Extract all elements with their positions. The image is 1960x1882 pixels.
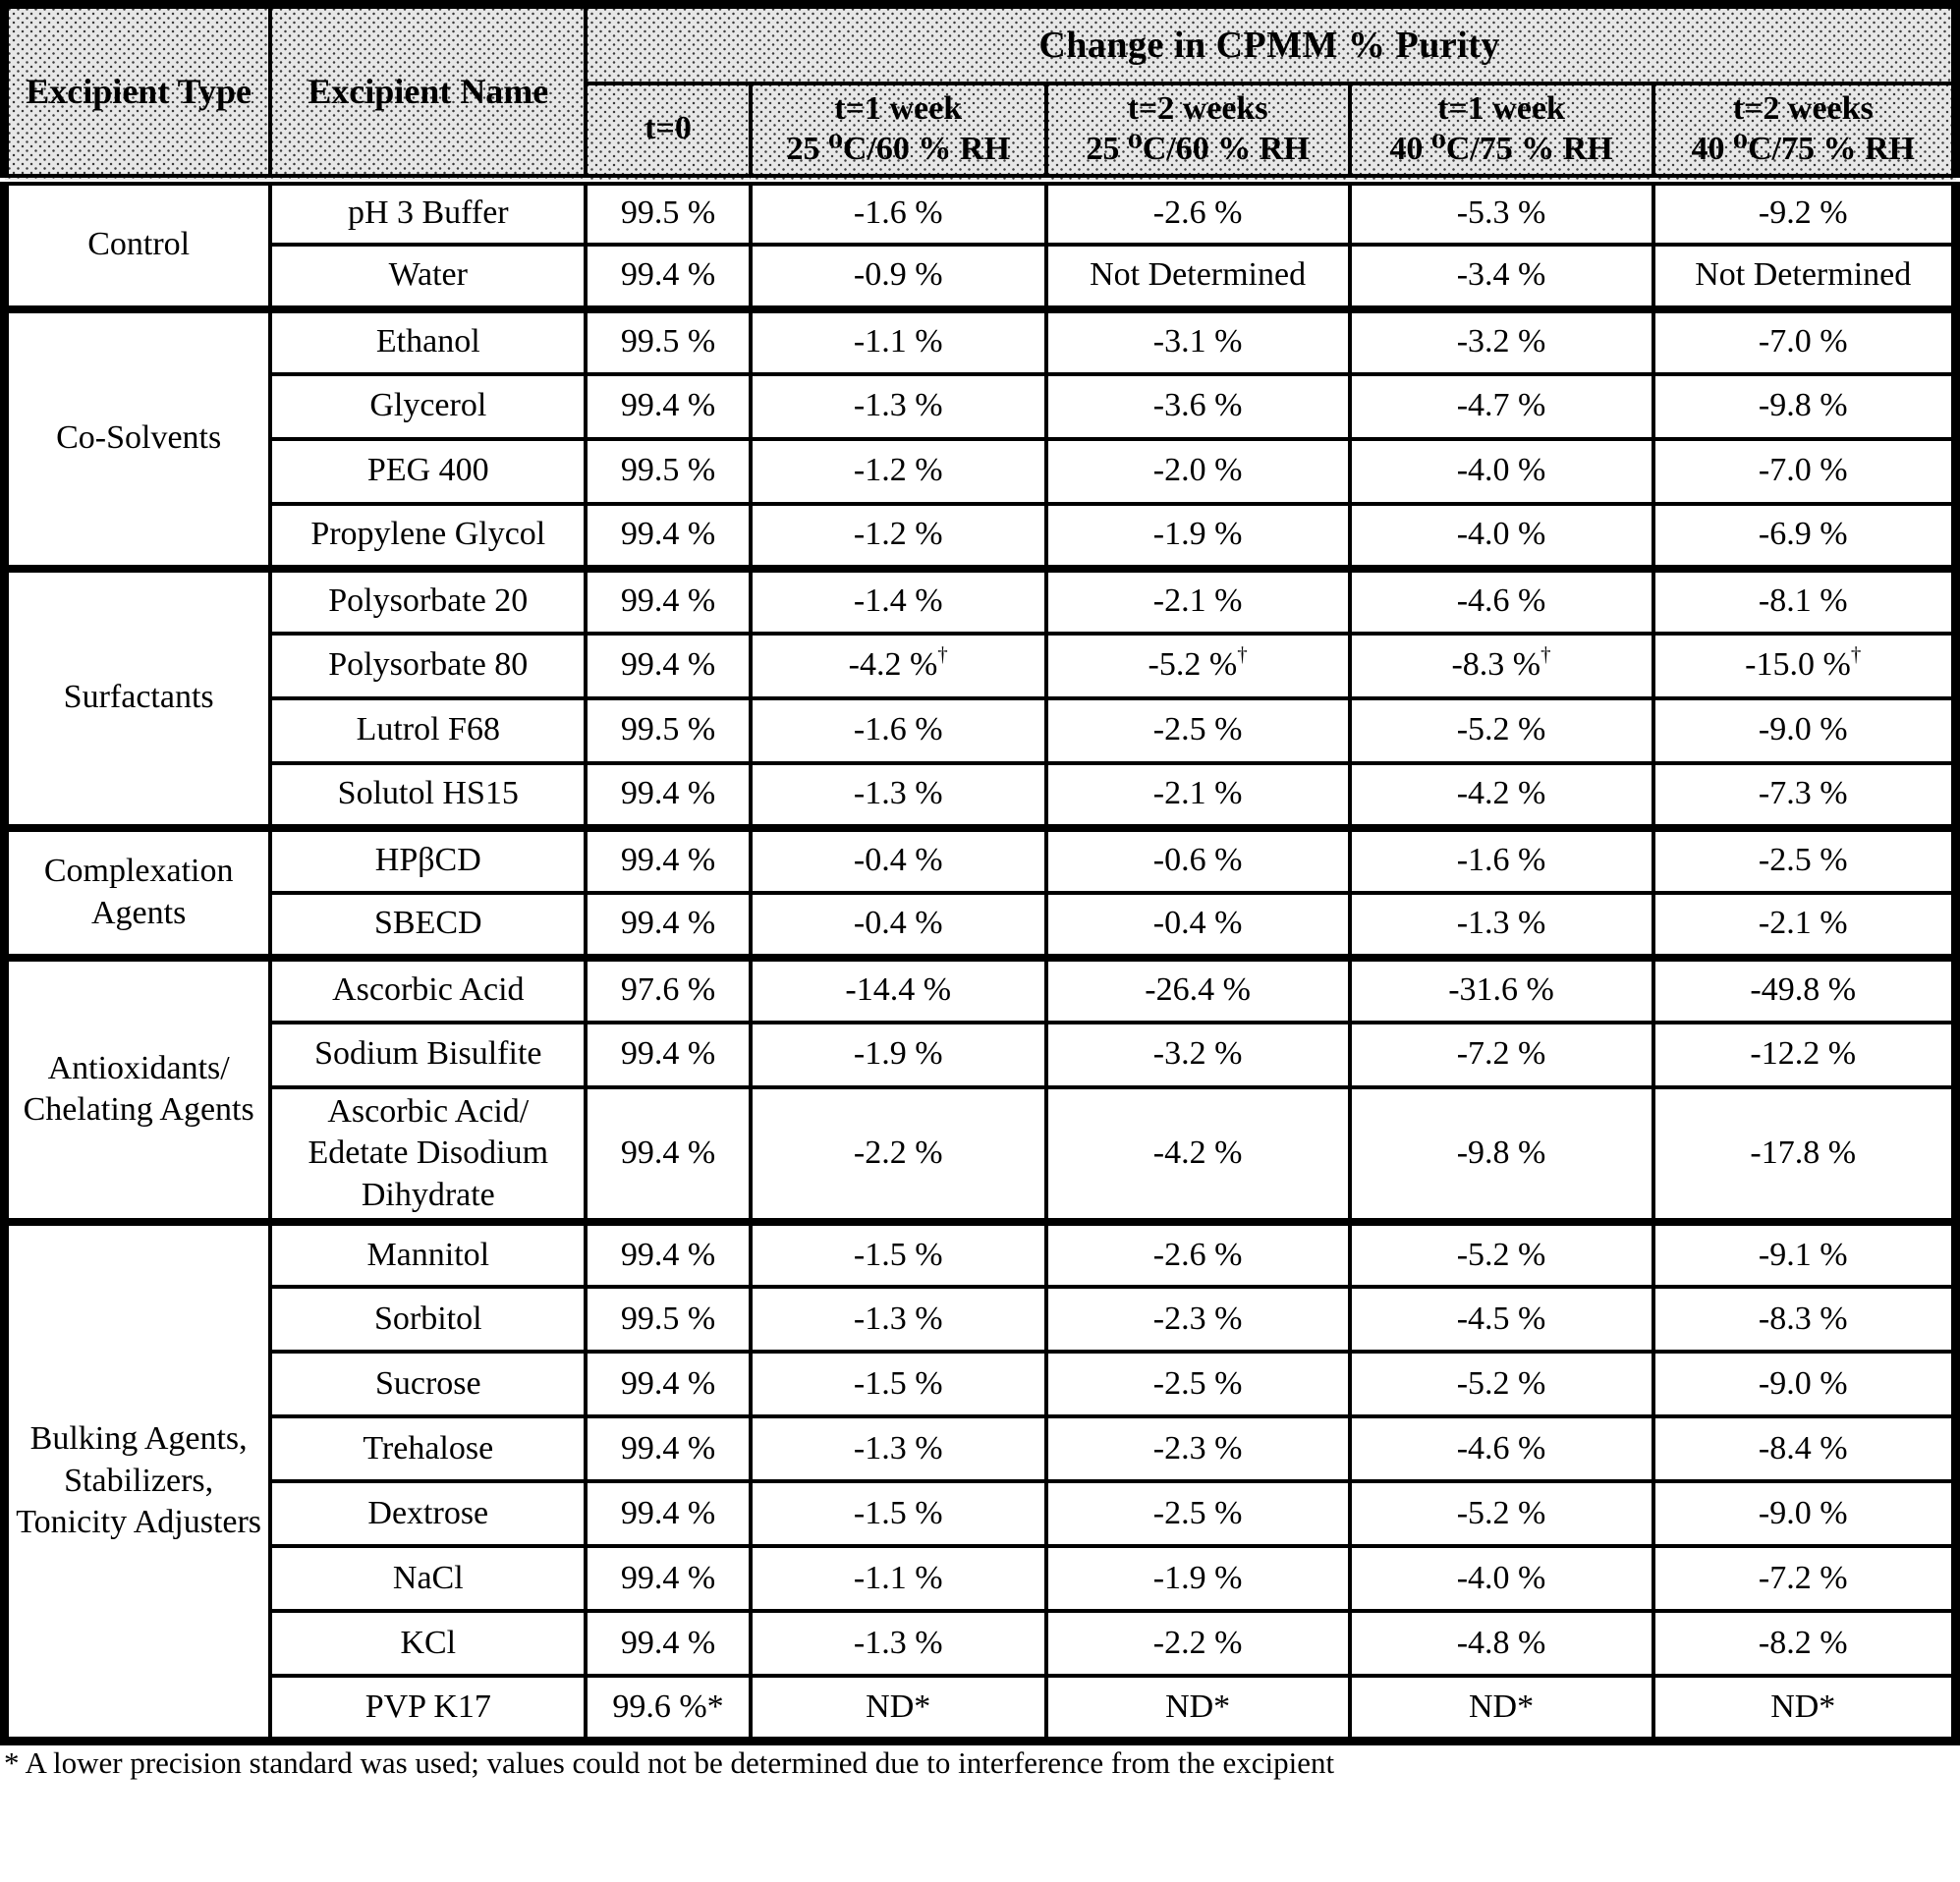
purity-change-value: -3.1 % (1152, 323, 1243, 360)
purity-change-value: -26.4 % (1145, 971, 1251, 1009)
purity-change-cell (1653, 245, 1956, 309)
purity-change-value: -8.2 % (1758, 1624, 1848, 1661)
purity-change-cell (1046, 309, 1350, 374)
excipient-name-cell: Water (270, 245, 586, 309)
excipient-name-cell: Lutrol F68 (270, 698, 586, 763)
header-line: t=1 week (834, 90, 963, 128)
purity-change-value: -4.6 % (1456, 1429, 1546, 1467)
purity-change-cell (751, 1287, 1046, 1352)
purity-change-value: -1.9 % (1152, 1559, 1243, 1596)
table-row (5, 1087, 1956, 1223)
purity-change-value: -1.5 % (853, 1364, 943, 1402)
purity-change-cell (751, 1023, 1046, 1087)
purity-change-cell (751, 245, 1046, 309)
purity-change-value: -2.6 % (1152, 1236, 1243, 1273)
purity-change-value: -4.2 % (1152, 1135, 1243, 1171)
purity-change-value: -4.2 % (1456, 775, 1546, 812)
table-row (5, 1222, 1956, 1287)
purity-change-cell (1046, 504, 1350, 569)
purity-change-cell (751, 569, 1046, 634)
purity-change-value: -9.0 % (1758, 711, 1848, 748)
purity-t0-cell: 99.4 % (586, 1481, 751, 1546)
purity-change-value: Not Determined (1695, 256, 1912, 294)
purity-change-cell (751, 1352, 1046, 1416)
purity-change-value: -1.9 % (1152, 516, 1243, 553)
purity-change-cell (1653, 374, 1956, 439)
purity-change-value: -1.6 % (1456, 842, 1546, 879)
excipient-name-cell: HPβCD (270, 828, 586, 893)
purity-change-cell (1653, 569, 1956, 634)
excipient-name-cell: Ascorbic Acid/ Edetate Disodium Dihydrate (270, 1087, 586, 1223)
table-row (5, 1611, 1956, 1676)
purity-change-value: -1.4 % (853, 582, 943, 620)
excipient-name-cell: Mannitol (270, 1222, 586, 1287)
purity-change-value: -0.6 % (1152, 842, 1243, 879)
purity-change-cell (1046, 1676, 1350, 1741)
purity-change-cell (1653, 1481, 1956, 1546)
purity-change-value: -2.5 % (1152, 1364, 1243, 1402)
purity-change-value: -49.8 % (1750, 971, 1857, 1009)
table-row (5, 1416, 1956, 1481)
excipient-name-cell: Trehalose (270, 1416, 586, 1481)
purity-change-value: -4.2 % (848, 646, 938, 684)
table-row (5, 1287, 1956, 1352)
purity-t0-cell: 99.4 % (586, 374, 751, 439)
purity-change-value: -5.2 % (1456, 1236, 1546, 1273)
purity-change-cell (751, 1222, 1046, 1287)
purity-change-cell (1653, 1416, 1956, 1481)
excipient-name-cell: Polysorbate 80 (270, 634, 586, 698)
header-t1week-40c (1350, 83, 1653, 180)
header-excipient-type: Excipient Type (5, 5, 271, 180)
purity-change-value: -2.1 % (1758, 905, 1848, 942)
purity-change-cell (1046, 958, 1350, 1023)
header-change-in-cpmm-purity: Change in CPMM % Purity (586, 5, 1955, 83)
header-t0 (586, 83, 751, 180)
excipient-name-cell: Glycerol (270, 374, 586, 439)
purity-change-value: -0.4 % (1152, 905, 1243, 942)
purity-change-cell (1350, 504, 1653, 569)
excipient-type-cell: Complexation Agents (5, 828, 271, 958)
purity-change-cell (751, 1416, 1046, 1481)
header-t2weeks-40c (1653, 83, 1956, 180)
purity-change-cell (1350, 1087, 1653, 1223)
purity-change-cell (1653, 1676, 1956, 1741)
purity-change-value: -7.3 % (1758, 775, 1848, 812)
purity-change-value: -3.2 % (1456, 323, 1546, 360)
table-row (5, 504, 1956, 569)
purity-change-cell (1046, 1481, 1350, 1546)
header-line: 25 ⁰C/60 % RH (1086, 130, 1310, 167)
purity-change-value: -6.9 % (1758, 516, 1848, 553)
table-row (5, 1481, 1956, 1546)
header-line: 40 ⁰C/75 % RH (1389, 130, 1613, 167)
purity-change-cell (1046, 828, 1350, 893)
excipient-type-cell: Surfactants (5, 569, 271, 828)
purity-change-cell (751, 828, 1046, 893)
purity-change-value: -9.0 % (1758, 1364, 1848, 1402)
purity-change-value: -2.3 % (1152, 1429, 1243, 1467)
purity-change-cell (1350, 634, 1653, 698)
purity-change-cell (751, 1676, 1046, 1741)
header-t2weeks-25c (1046, 83, 1350, 180)
purity-change-value: -1.3 % (853, 1300, 943, 1337)
purity-change-cell (1653, 504, 1956, 569)
purity-change-value: -8.1 % (1758, 582, 1848, 620)
purity-change-cell (1653, 958, 1956, 1023)
purity-t0-cell: 99.4 % (586, 634, 751, 698)
purity-change-value: -2.2 % (1152, 1624, 1243, 1661)
purity-change-cell (1046, 1352, 1350, 1416)
purity-change-cell (1350, 1611, 1653, 1676)
purity-change-cell (751, 439, 1046, 504)
purity-change-cell (1046, 1287, 1350, 1352)
table-row (5, 1023, 1956, 1087)
footnote-clipped: * A lower precision standard was used; values could not be determined due to interference from the excipient (4, 1744, 1335, 1780)
purity-change-value: -1.1 % (853, 323, 943, 360)
purity-change-cell (1350, 245, 1653, 309)
purity-change-cell (1350, 1546, 1653, 1611)
header-line: 25 ⁰C/60 % RH (786, 130, 1010, 167)
purity-change-value: -0.4 % (853, 842, 943, 879)
purity-change-cell (1350, 698, 1653, 763)
purity-change-value: -8.3 % (1758, 1300, 1848, 1337)
purity-change-cell (1046, 180, 1350, 245)
purity-change-value: -9.8 % (1758, 387, 1848, 424)
purity-change-cell (1653, 1023, 1956, 1087)
purity-t0-cell: 99.4 % (586, 1087, 751, 1223)
purity-change-cell (751, 1481, 1046, 1546)
purity-change-cell (1653, 1546, 1956, 1611)
purity-change-cell (1046, 569, 1350, 634)
purity-change-value: -2.3 % (1152, 1300, 1243, 1337)
purity-change-cell (751, 1546, 1046, 1611)
purity-change-cell (1653, 893, 1956, 958)
purity-change-value: -4.7 % (1456, 387, 1546, 424)
purity-change-cell (1350, 1222, 1653, 1287)
table-row (5, 180, 1956, 245)
excipient-name-cell: PVP K17 (270, 1676, 586, 1741)
dagger-footnote-marker: † (1237, 642, 1248, 667)
table-header (5, 5, 1956, 180)
purity-change-value: ND* (1165, 1688, 1231, 1725)
purity-change-value: -31.6 % (1448, 971, 1554, 1009)
purity-change-cell (1653, 1287, 1956, 1352)
purity-change-cell (751, 1611, 1046, 1676)
purity-change-value: -5.2 % (1456, 1364, 1546, 1402)
purity-change-value: -1.2 % (853, 452, 943, 489)
purity-t0-cell: 99.5 % (586, 1287, 751, 1352)
purity-change-value: -1.9 % (853, 1035, 943, 1073)
purity-change-cell (1653, 1352, 1956, 1416)
purity-change-value: -1.5 % (853, 1494, 943, 1531)
purity-change-cell (1350, 1352, 1653, 1416)
excipient-name-cell: Dextrose (270, 1481, 586, 1546)
purity-change-value: -8.4 % (1758, 1429, 1848, 1467)
dagger-footnote-marker: † (1850, 642, 1862, 667)
purity-change-value: -4.0 % (1456, 516, 1546, 553)
purity-t0-cell: 99.4 % (586, 893, 751, 958)
table-row (5, 828, 1956, 893)
header-t1week-25c (751, 83, 1046, 180)
purity-change-value: -2.2 % (853, 1135, 943, 1171)
excipient-name-cell: NaCl (270, 1546, 586, 1611)
purity-change-value: -2.1 % (1152, 775, 1243, 812)
purity-change-cell (1350, 1676, 1653, 1741)
purity-change-cell (1350, 1287, 1653, 1352)
purity-change-cell (751, 374, 1046, 439)
purity-change-value: ND* (1468, 1688, 1535, 1725)
table-row (5, 569, 1956, 634)
purity-t0-cell: 97.6 % (586, 958, 751, 1023)
purity-t0-cell: 99.5 % (586, 309, 751, 374)
purity-change-value: -1.6 % (853, 711, 943, 748)
purity-t0-cell: 99.4 % (586, 1222, 751, 1287)
purity-change-value: -2.5 % (1758, 842, 1848, 879)
purity-change-value: -1.3 % (853, 775, 943, 812)
purity-change-cell (1350, 1416, 1653, 1481)
purity-change-value: -7.2 % (1456, 1035, 1546, 1073)
dagger-footnote-marker: † (1540, 642, 1551, 667)
purity-change-cell (1350, 763, 1653, 828)
purity-change-cell (1350, 439, 1653, 504)
purity-t0-cell: 99.5 % (586, 698, 751, 763)
purity-change-cell (1653, 634, 1956, 698)
purity-change-value: -5.3 % (1456, 194, 1546, 232)
purity-change-cell (1350, 180, 1653, 245)
purity-t0-cell: 99.4 % (586, 828, 751, 893)
purity-change-cell (1046, 1546, 1350, 1611)
purity-change-cell (751, 634, 1046, 698)
purity-change-cell (751, 698, 1046, 763)
excipient-type-cell: Bulking Agents, Stabilizers, Tonicity Adjusters (5, 1222, 271, 1741)
purity-change-cell (1046, 1087, 1350, 1223)
purity-change-value: -7.2 % (1758, 1559, 1848, 1596)
purity-change-value: -1.1 % (853, 1559, 943, 1596)
purity-change-value: -14.4 % (845, 971, 952, 1009)
purity-change-value: -9.0 % (1758, 1494, 1848, 1531)
header-line: t=2 weeks (1127, 90, 1268, 128)
excipient-name-cell: Sorbitol (270, 1287, 586, 1352)
header-excipient-name: Excipient Name (270, 5, 586, 180)
purity-change-cell (1653, 439, 1956, 504)
excipient-name-cell: Solutol HS15 (270, 763, 586, 828)
purity-change-cell (1653, 309, 1956, 374)
purity-change-value: -3.6 % (1152, 387, 1243, 424)
purity-t0-cell: 99.4 % (586, 1546, 751, 1611)
purity-change-cell (1350, 893, 1653, 958)
purity-change-cell (1046, 763, 1350, 828)
purity-t0-cell: 99.6 %* (586, 1676, 751, 1741)
purity-change-value: ND* (866, 1688, 931, 1725)
purity-change-value: -2.0 % (1152, 452, 1243, 489)
excipient-name-cell: SBECD (270, 893, 586, 958)
purity-change-value: -1.5 % (853, 1236, 943, 1273)
purity-change-cell (1046, 698, 1350, 763)
purity-change-value: -4.0 % (1456, 452, 1546, 489)
purity-change-cell (751, 1087, 1046, 1223)
header-line: 40 ⁰C/75 % RH (1691, 130, 1915, 167)
purity-change-value: -4.5 % (1456, 1300, 1546, 1337)
purity-change-value: -1.2 % (853, 516, 943, 553)
excipient-name-cell: Propylene Glycol (270, 504, 586, 569)
table-row (5, 245, 1956, 309)
purity-t0-cell: 99.4 % (586, 504, 751, 569)
purity-change-cell (1350, 374, 1653, 439)
table-row (5, 309, 1956, 374)
table-row (5, 698, 1956, 763)
purity-change-value: -9.8 % (1456, 1135, 1546, 1171)
excipient-name-cell: KCl (270, 1611, 586, 1676)
purity-t0-cell: 99.4 % (586, 245, 751, 309)
table-row (5, 763, 1956, 828)
purity-change-cell (1046, 634, 1350, 698)
purity-change-value: ND* (1770, 1688, 1836, 1725)
purity-change-cell (1350, 1023, 1653, 1087)
purity-change-value: -2.6 % (1152, 194, 1243, 232)
excipient-type-cell: Antioxidants/ Chelating Agents (5, 958, 271, 1223)
excipient-name-cell: Sodium Bisulfite (270, 1023, 586, 1087)
purity-change-value: -0.9 % (853, 256, 943, 294)
purity-change-cell (1350, 828, 1653, 893)
purity-change-value: -12.2 % (1750, 1035, 1857, 1073)
excipient-name-cell: PEG 400 (270, 439, 586, 504)
purity-change-cell (1046, 439, 1350, 504)
purity-change-value: -3.4 % (1456, 256, 1546, 294)
purity-change-value: -1.3 % (1456, 905, 1546, 942)
table-row (5, 1352, 1956, 1416)
purity-change-cell (1653, 1087, 1956, 1223)
excipient-name-cell: pH 3 Buffer (270, 180, 586, 245)
header-line: t=0 (644, 110, 692, 147)
purity-change-value: -7.0 % (1758, 452, 1848, 489)
purity-change-cell (1653, 1222, 1956, 1287)
purity-change-value: -5.2 % (1456, 1494, 1546, 1531)
purity-t0-cell: 99.4 % (586, 1023, 751, 1087)
purity-change-value: -5.2 % (1148, 646, 1238, 684)
purity-change-cell (1350, 569, 1653, 634)
purity-change-cell (1046, 1023, 1350, 1087)
purity-change-cell (1653, 828, 1956, 893)
excipient-type-cell: Co-Solvents (5, 309, 271, 569)
purity-t0-cell: 99.4 % (586, 1611, 751, 1676)
purity-change-value: -4.0 % (1456, 1559, 1546, 1596)
dagger-footnote-marker: † (937, 642, 948, 667)
purity-change-value: Not Determined (1090, 256, 1307, 294)
table-row (5, 893, 1956, 958)
header-line: t=2 weeks (1732, 90, 1874, 128)
purity-change-cell (1046, 374, 1350, 439)
purity-change-cell (751, 504, 1046, 569)
purity-change-value: -2.1 % (1152, 582, 1243, 620)
purity-change-value: -1.3 % (853, 1429, 943, 1467)
purity-change-cell (1046, 1611, 1350, 1676)
excipient-name-cell: Ethanol (270, 309, 586, 374)
header-line: t=1 week (1437, 90, 1565, 128)
purity-change-cell (1350, 958, 1653, 1023)
purity-change-cell (751, 958, 1046, 1023)
purity-change-value: -9.2 % (1758, 194, 1848, 232)
purity-change-value: -1.3 % (853, 1624, 943, 1661)
purity-change-cell (1350, 309, 1653, 374)
table-row (5, 634, 1956, 698)
purity-change-cell (1350, 1481, 1653, 1546)
purity-t0-cell: 99.5 % (586, 439, 751, 504)
purity-change-cell (1046, 245, 1350, 309)
purity-t0-cell: 99.4 % (586, 1416, 751, 1481)
purity-change-cell (751, 309, 1046, 374)
table-row (5, 374, 1956, 439)
excipient-name-cell: Sucrose (270, 1352, 586, 1416)
purity-change-value: -2.5 % (1152, 711, 1243, 748)
purity-change-value: -7.0 % (1758, 323, 1848, 360)
purity-change-value: -17.8 % (1750, 1135, 1857, 1171)
purity-change-value: -3.2 % (1152, 1035, 1243, 1073)
purity-t0-cell: 99.5 % (586, 180, 751, 245)
purity-change-value: -0.4 % (853, 905, 943, 942)
purity-t0-cell: 99.4 % (586, 1352, 751, 1416)
purity-change-cell (1653, 1611, 1956, 1676)
purity-change-cell (1046, 1416, 1350, 1481)
purity-change-cell (1653, 180, 1956, 245)
excipient-type-cell: Control (5, 180, 271, 309)
purity-change-value: -1.3 % (853, 387, 943, 424)
table-row (5, 439, 1956, 504)
purity-change-cell (751, 763, 1046, 828)
purity-change-value: -4.6 % (1456, 582, 1546, 620)
purity-change-value: -8.3 % (1451, 646, 1541, 684)
purity-change-value: -2.5 % (1152, 1494, 1243, 1531)
purity-t0-cell: 99.4 % (586, 569, 751, 634)
purity-change-cell (1653, 763, 1956, 828)
purity-change-value: -9.1 % (1758, 1236, 1848, 1273)
excipient-name-cell: Ascorbic Acid (270, 958, 586, 1023)
table-body (5, 180, 1956, 1742)
purity-change-value: -1.6 % (853, 194, 943, 232)
purity-change-cell (751, 893, 1046, 958)
purity-change-cell (751, 180, 1046, 245)
table-row (5, 958, 1956, 1023)
purity-change-value: -4.8 % (1456, 1624, 1546, 1661)
table-row (5, 1546, 1956, 1611)
purity-change-value: -5.2 % (1456, 711, 1546, 748)
purity-change-cell (1046, 1222, 1350, 1287)
purity-change-cell (1046, 893, 1350, 958)
table-row (5, 1676, 1956, 1741)
excipient-name-cell: Polysorbate 20 (270, 569, 586, 634)
purity-change-cell (1653, 698, 1956, 763)
purity-change-value: -15.0 % (1745, 646, 1851, 684)
purity-t0-cell: 99.4 % (586, 763, 751, 828)
